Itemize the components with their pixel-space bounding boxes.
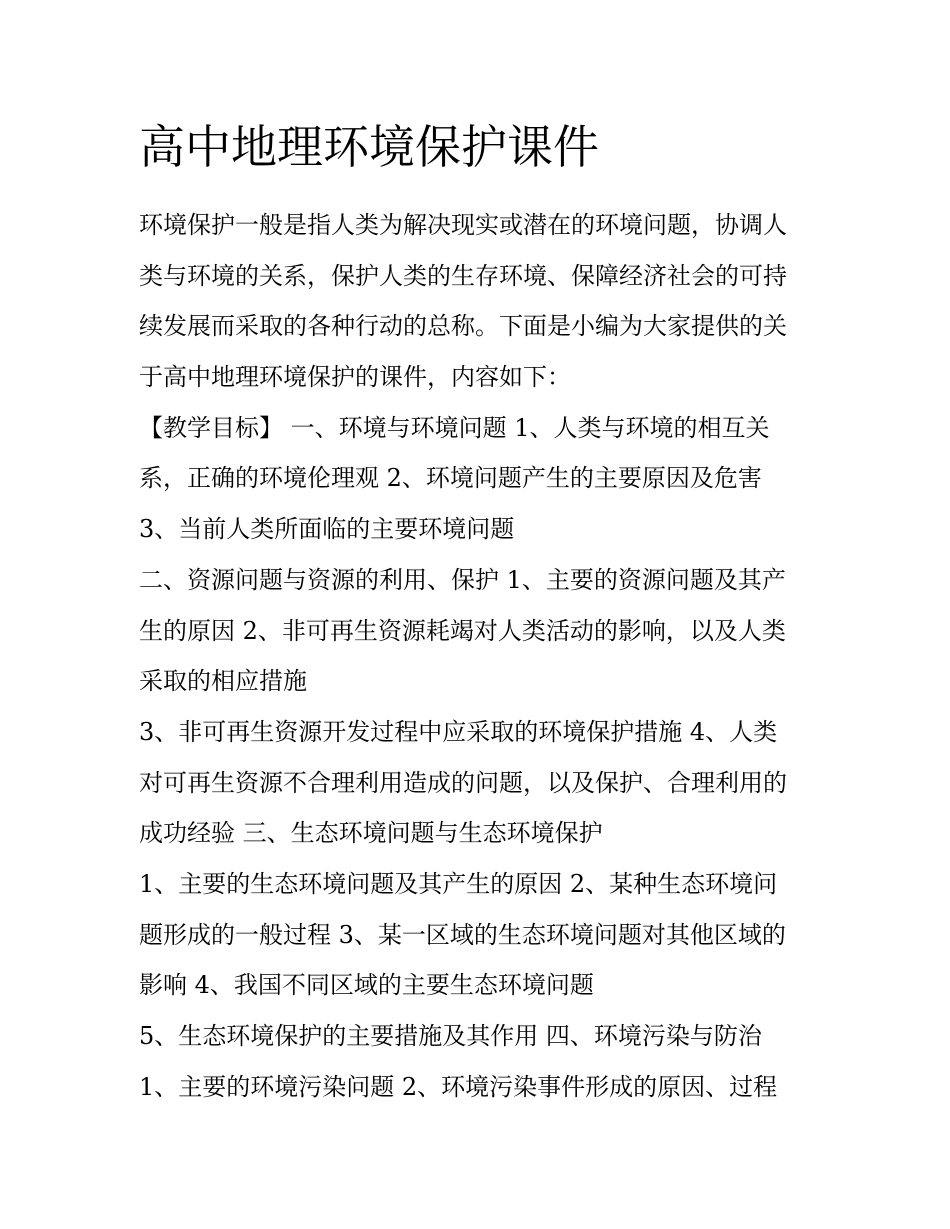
text-line: 采取的相应措施 — [139, 667, 307, 696]
text-line: 续发展而采取的各种行动的总称。下面是小编为大家提供的关 — [139, 312, 787, 341]
text-line: 生的原因 2、非可再生资源耗竭对人类活动的影响，以及人类 — [139, 616, 786, 645]
text-line: 二、资源问题与资源的利用、保护 1、主要的资源问题及其产 — [139, 565, 786, 594]
document-title: 高中地理环境保护课件 — [139, 120, 599, 174]
document-body — [139, 200, 819, 1112]
text-line: 【教学目标】 一、环境与环境问题 1、人类与环境的相互关 — [139, 413, 770, 442]
text-line: 题形成的一般过程 3、某一区域的生态环境问题对其他区域的 — [139, 920, 786, 949]
text-line: 1、主要的环境污染问题 2、环境污染事件形成的原因、过程 — [139, 1072, 778, 1101]
text-line: 系，正确的环境伦理观 2、环境问题产生的主要原因及危害 — [139, 464, 762, 493]
text-line: 对可再生资源不合理利用造成的问题，以及保护、合理利用的 — [139, 768, 787, 797]
text-line: 5、生态环境保护的主要措施及其作用 四、环境污染与防治 — [139, 1022, 762, 1050]
text-line: 影响 4、我国不同区域的主要生态环境问题 — [139, 971, 594, 1000]
text-line: 环境保护一般是指人类为解决现实或潜在的环境问题，协调人 — [139, 211, 787, 239]
text-line: 类与环境的关系，保护人类的生存环境、保障经济社会的可持 — [139, 261, 787, 290]
text-line: 3、非可再生资源开发过程中应采取的环境保护措施 4、人类 — [139, 717, 778, 746]
text-line: 3、当前人类所面临的主要环境问题 — [139, 515, 515, 544]
text-line: 于高中地理环境保护的课件，内容如下： — [139, 363, 571, 392]
text-line: 1、主要的生态环境问题及其产生的原因 2、某种生态环境问 — [139, 869, 778, 898]
text-line: 成功经验 三、生态环境问题与生态环境保护 — [139, 819, 603, 848]
